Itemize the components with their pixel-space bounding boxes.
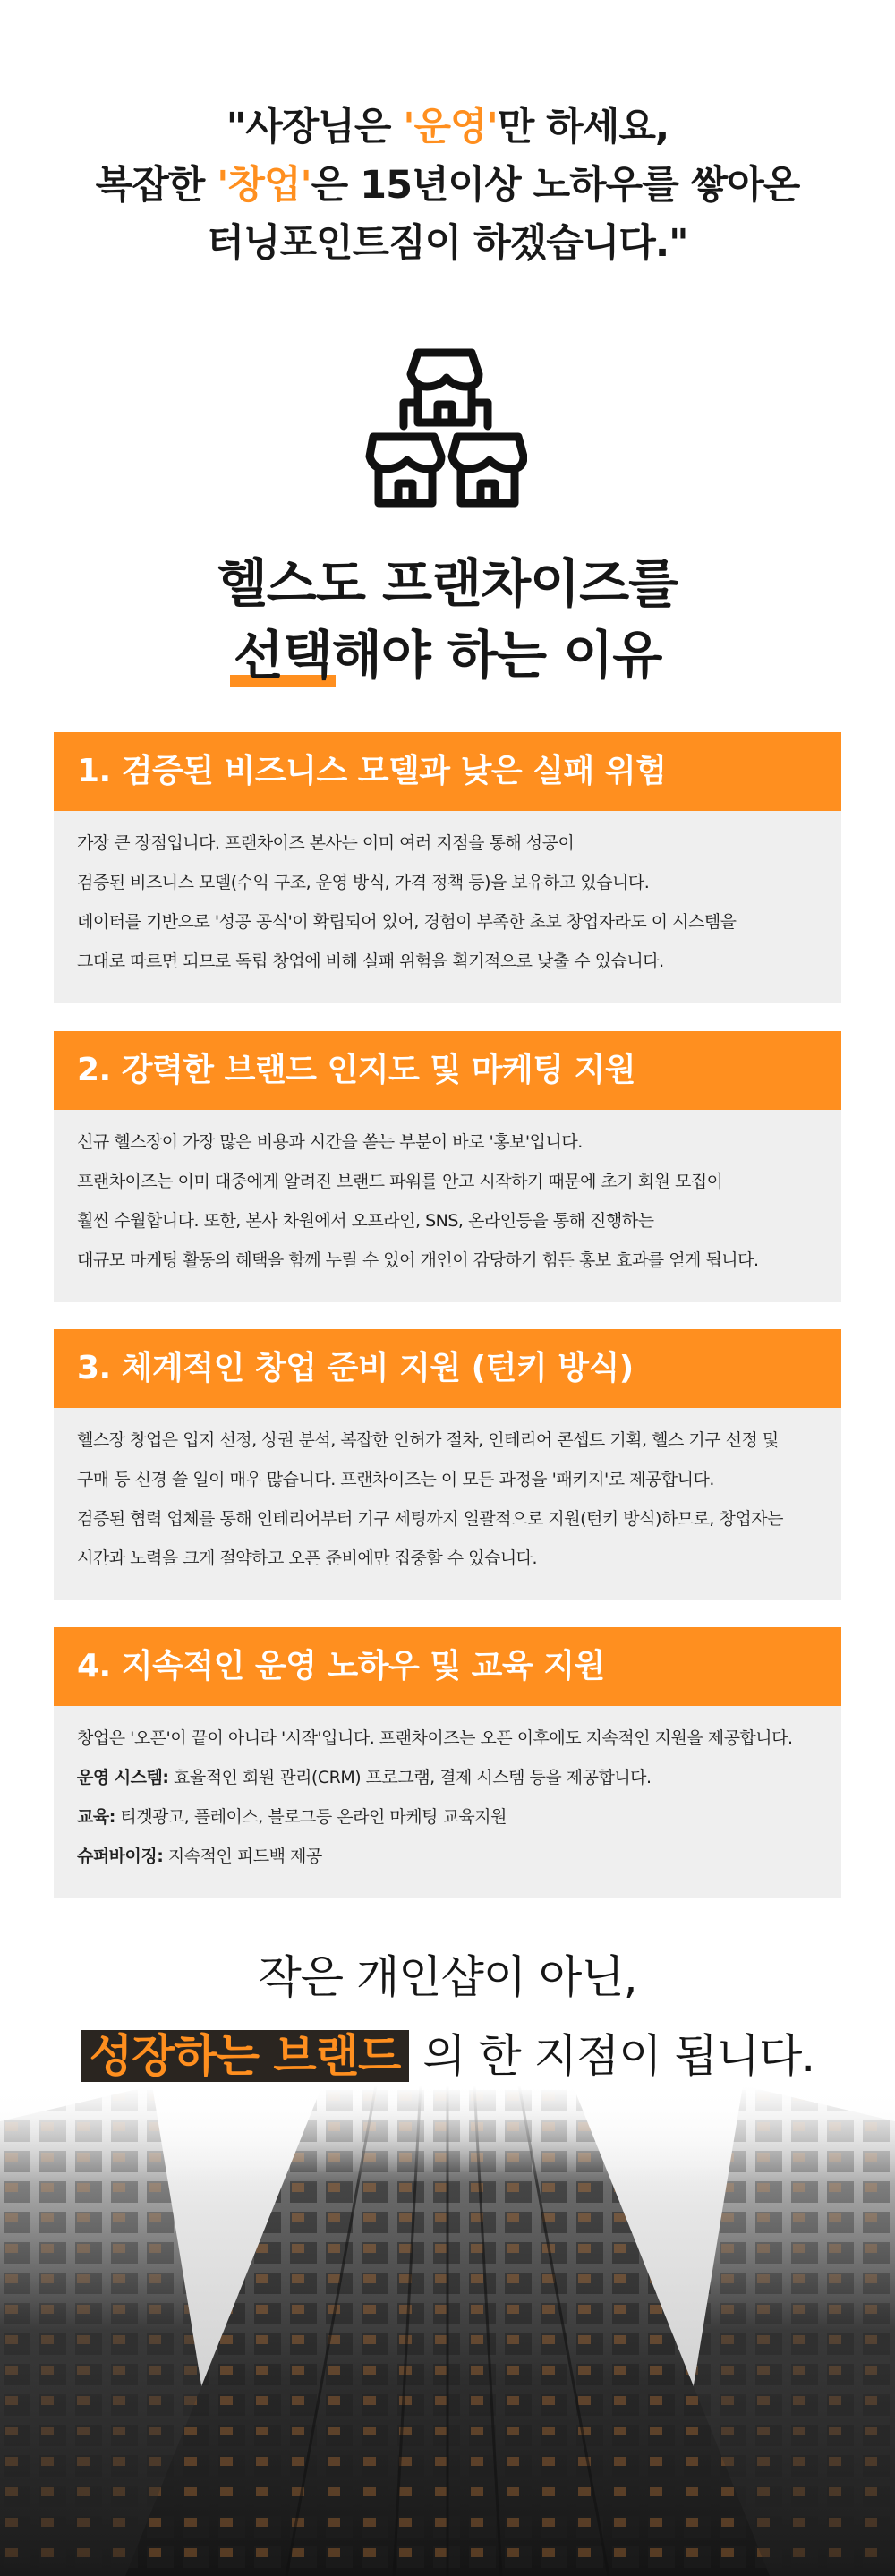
reason-card-body (54, 1706, 841, 1876)
reason-card-text: 검증된 협력 업체를 통해 인테리어부터 기구 세팅까지 일괄적으로 지원(턴키 방식)하므로, 창업자는 (77, 1509, 783, 1529)
reason-card-2 (54, 1031, 841, 1302)
hero-line-1: "사장님은 '운영'만 하세요, (226, 105, 669, 149)
skyscraper-photo (0, 2086, 895, 2576)
reason-card-text: 프랜차이즈는 이미 대중에게 알려진 브랜드 파워를 안고 시작하기 때문에 초기 회원 모집이 (77, 1172, 723, 1191)
reason-card-text: 가장 큰 장점입니다. 프랜차이즈 본사는 이미 여러 지점을 통해 성공이 (77, 833, 575, 853)
franchise-stores-icon (364, 347, 527, 508)
closing-line-1: 작은 개인샵이 아닌, (258, 1951, 637, 2003)
reason-card-title: 1. 검증된 비즈니스 모델과 낮은 실패 위험 (54, 732, 841, 811)
why-heading-line-1: 헬스도 프랜차이즈를 (217, 553, 678, 614)
reason-card-text: 신규 헬스장이 가장 많은 비용과 시간을 쏟는 부분이 바로 '홍보'입니다. (77, 1132, 583, 1152)
reason-card-text: 그대로 따르면 되므로 독립 창업에 비해 실패 위험을 획기적으로 낮출 수 있습니다. (77, 951, 664, 971)
reason-card-1 (54, 732, 841, 1003)
hero-line-2: 복잡한 '창업'은 15년이상 노하우를 쌓아온 (95, 163, 800, 208)
hero-headline (0, 98, 895, 273)
reason-card-item: 슈퍼바이징: 지속적인 피드백 제공 (77, 1847, 322, 1866)
reason-card-title: 2. 강력한 브랜드 인지도 및 마케팅 지원 (54, 1031, 841, 1110)
reason-card-title: 3. 체계적인 창업 준비 지원 (턴키 방식) (54, 1329, 841, 1408)
hero-highlight-operation: '운영' (403, 105, 498, 149)
reason-card-body (54, 1110, 841, 1280)
reason-card-text: 대규모 마케팅 활동의 혜택을 함께 누릴 수 있어 개인이 감당하기 힘든 홍보 효과를 얻게 됩니다. (77, 1250, 759, 1270)
growing-brand-badge: 성장하는 브랜드 (81, 2030, 410, 2082)
reason-card-text: 헬스장 창업은 입지 선정, 상권 분석, 복잡한 인허가 절차, 인테리어 콘셉트 기획, 헬스 기구 선정 및 (77, 1430, 779, 1450)
reason-card-body (54, 1408, 841, 1578)
reason-card-body (54, 811, 841, 981)
reason-card-4 (54, 1627, 841, 1898)
hero-line-3: 터닝포인트짐이 하겠습니다." (207, 221, 688, 266)
reason-card-text: 데이터를 기반으로 '성공 공식'이 확립되어 있어, 경험이 부족한 초보 창업자라도 이 시스템을 (77, 912, 737, 932)
why-highlight-select: 선택 (234, 619, 332, 691)
reason-card-item: 교육: 티겟광고, 플레이스, 블로그등 온라인 마케팅 교육지원 (77, 1807, 507, 1827)
why-heading (0, 548, 895, 691)
reason-card-text: 창업은 '오픈'이 끝이 아니라 '시작'입니다. 프랜차이즈는 오픈 이후에도 지속적인 지원을 제공합니다. (77, 1728, 793, 1748)
hero-highlight-startup: '창업' (217, 163, 311, 208)
why-heading-line-2: 선택해야 하는 이유 (0, 619, 895, 691)
reason-card-item: 운영 시스템: 효율적인 회원 관리(CRM) 프로그램, 결제 시스템 등을 제공합니다. (77, 1768, 652, 1787)
reason-card-text: 검증된 비즈니스 모델(수익 구조, 운영 방식, 가격 정책 등)을 보유하고 있습니다. (77, 873, 650, 892)
reason-card-3 (54, 1329, 841, 1600)
reason-card-text: 훨씬 수월합니다. 또한, 본사 차원에서 오프라인, SNS, 온라인등을 통해 진행하는 (77, 1211, 654, 1231)
reason-card-title: 4. 지속적인 운영 노하우 및 교육 지원 (54, 1627, 841, 1706)
closing-statement (0, 1938, 895, 2095)
reason-card-text: 시간과 노력을 크게 절약하고 오픈 준비에만 집중할 수 있습니다. (77, 1548, 538, 1568)
reason-card-text: 구매 등 신경 쓸 일이 매우 많습니다. 프랜차이즈는 이 모든 과정을 '패키지'로 제공합니다. (77, 1470, 714, 1489)
closing-line-2: 성장하는 브랜드 의 한 지점이 됩니다. (0, 2017, 895, 2095)
